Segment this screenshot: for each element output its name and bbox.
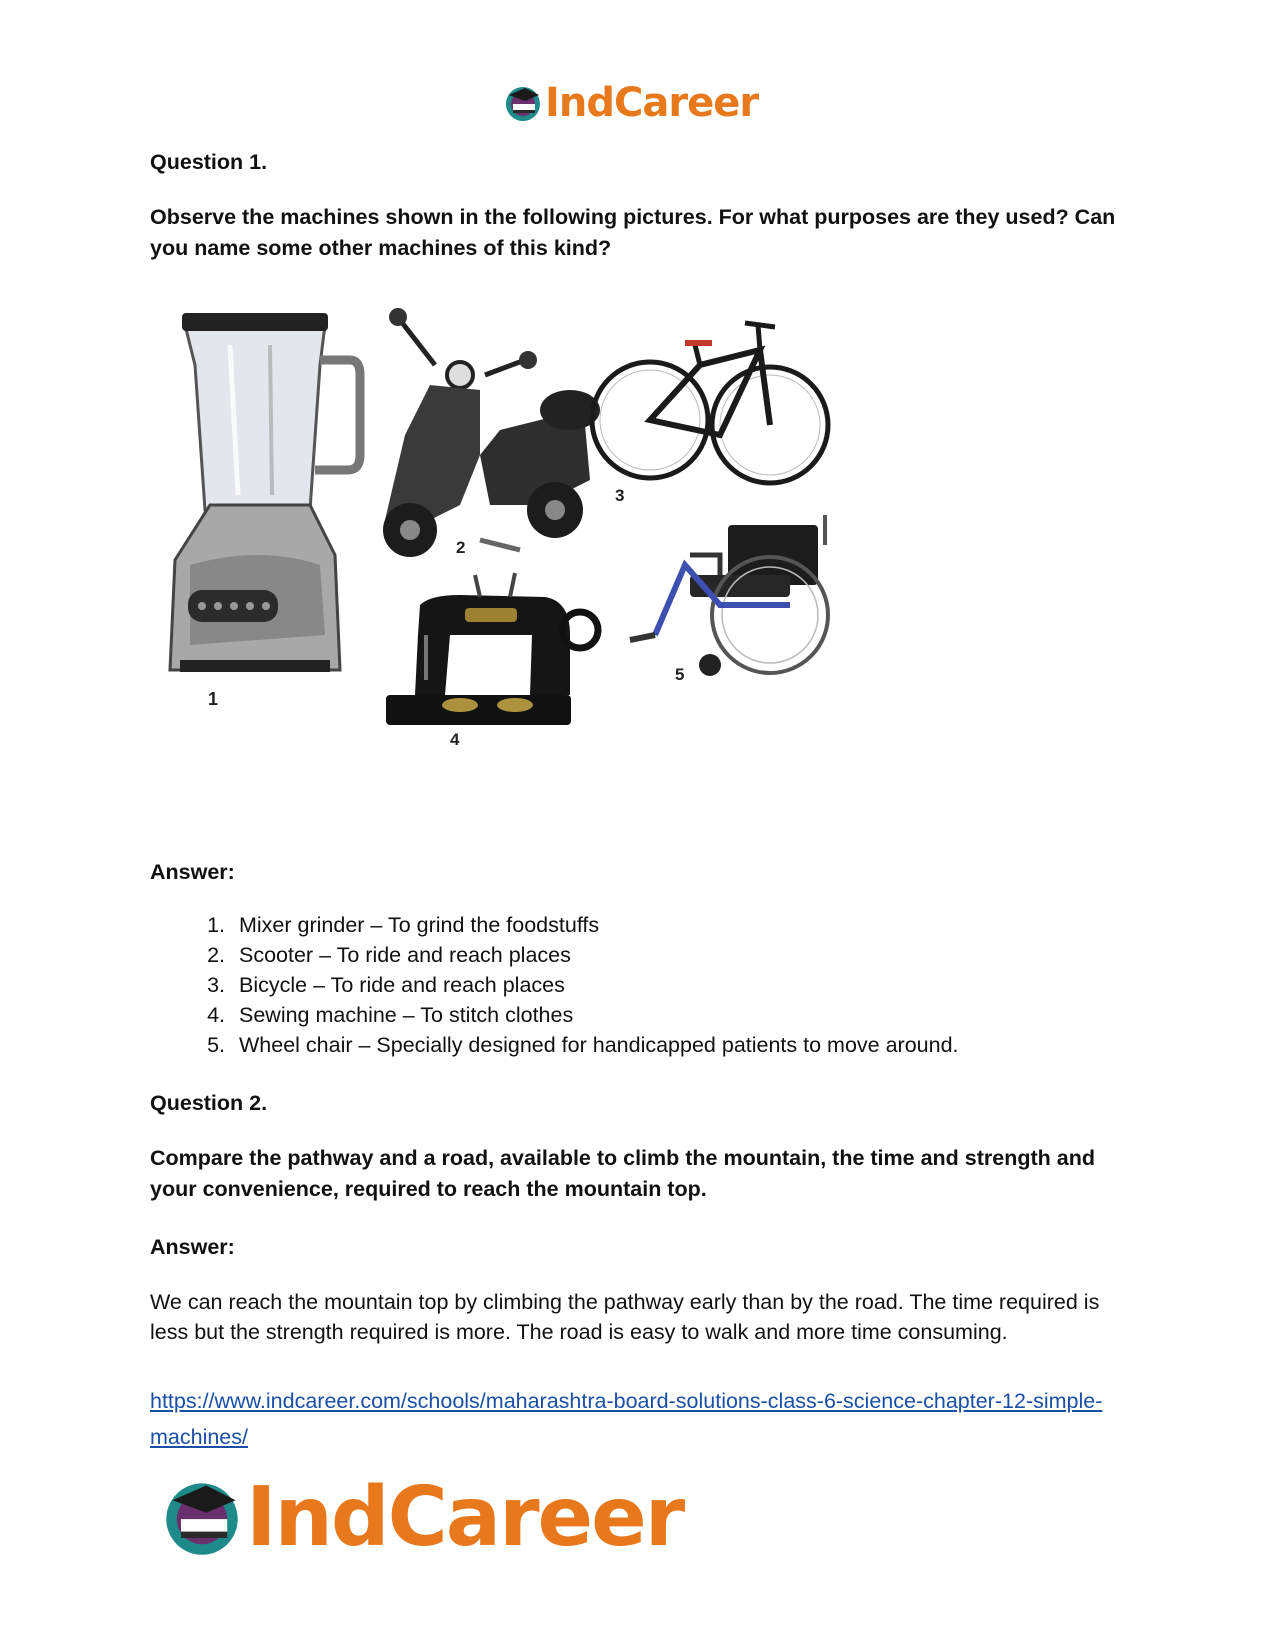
figure-label-4: 4 — [450, 730, 460, 749]
list-item-text: Scooter – To ride and reach places — [239, 943, 571, 967]
question-2-text: Compare the pathway and a road, available to climb the mountain, the time and strength and your convenience, required to reach the mountain top. — [150, 1146, 1095, 1201]
list-item — [185, 1000, 1135, 1030]
logo-wordmark: IndCareer — [545, 80, 759, 126]
question-1-text: Observe the machines shown in the following pictures. For what purposes are they used? Can you name some other machines of this kind? — [150, 205, 1116, 260]
header-logo — [503, 80, 758, 126]
source-link[interactable]: https://www.indcareer.com/schools/maharashtra-board-solutions-class-6-science-chapter-12-simple-machines/ — [150, 1389, 1103, 1449]
wheelchair-image — [630, 515, 828, 676]
bicycle-image — [592, 323, 828, 483]
list-item — [185, 1030, 1135, 1060]
figure-label-1: 1 — [208, 689, 219, 709]
list-item-number: 1. — [207, 913, 225, 937]
list-item — [185, 940, 1135, 970]
figure-label-2: 2 — [456, 538, 466, 557]
list-item-number: 2. — [207, 943, 225, 967]
machines-figure — [160, 305, 880, 765]
list-item-text: Mixer grinder – To grind the foodstuffs — [239, 913, 600, 937]
scooter-image — [383, 308, 600, 557]
list-item-text: Bicycle – To ride and reach places — [239, 973, 565, 997]
question-2-title: Question 2. — [150, 1091, 268, 1115]
answer-1-label: Answer: — [150, 860, 235, 884]
list-item — [185, 910, 1135, 940]
graduation-cap-icon — [160, 1475, 244, 1559]
footer-logo — [160, 1469, 684, 1565]
sewing-machine-image — [386, 573, 598, 725]
graduation-cap-icon — [503, 83, 543, 123]
question-1-title: Question 1. — [150, 150, 268, 174]
answer-2-label: Answer: — [150, 1235, 235, 1259]
figure-label-5: 5 — [675, 665, 685, 684]
figure-label-3: 3 — [615, 486, 625, 505]
list-item-number: 4. — [207, 1003, 225, 1027]
logo-wordmark: IndCareer — [246, 1469, 684, 1565]
list-item — [185, 970, 1135, 1000]
answer-2-text: We can reach the mountain top by climbing the pathway early than by the road. The time required is less but the strength required is more. The road is easy to walk and more time consuming. — [150, 1290, 1100, 1344]
answer-1-list — [185, 910, 1135, 1060]
list-item-number: 5. — [207, 1033, 225, 1057]
list-item-number: 3. — [207, 973, 225, 997]
list-item-text: Wheel chair – Specially designed for handicapped patients to move around. — [239, 1033, 959, 1057]
list-item-text: Sewing machine – To stitch clothes — [239, 1003, 574, 1027]
mixer-grinder-image — [170, 313, 360, 672]
